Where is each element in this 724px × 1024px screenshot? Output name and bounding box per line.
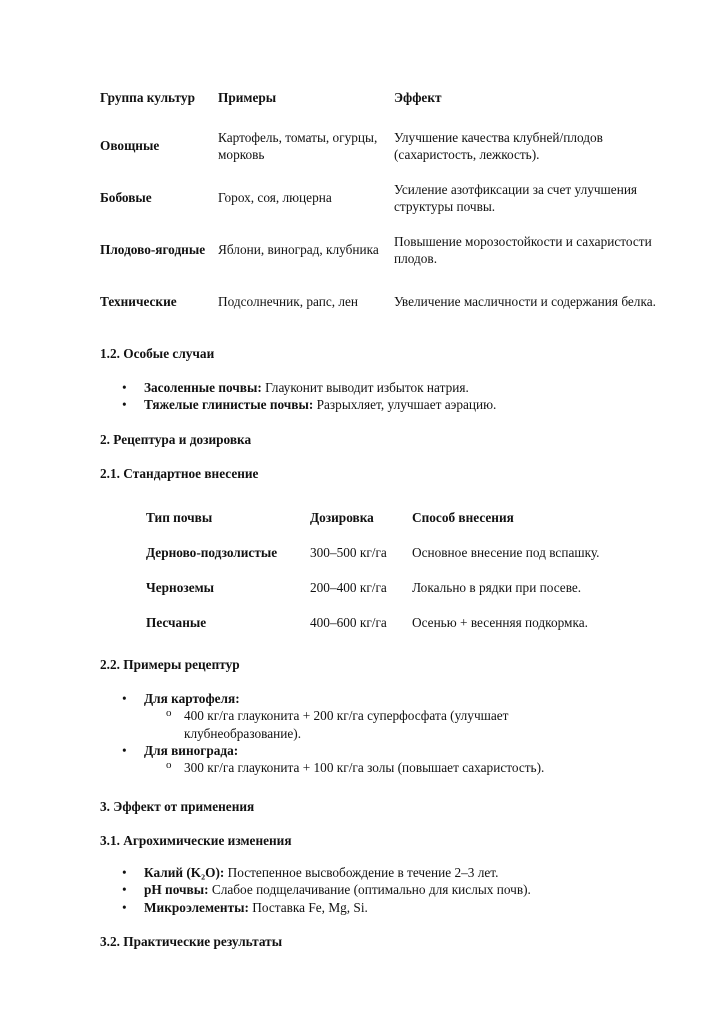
sub-list-item-text: 300 кг/га глауконита + 100 кг/га золы (повышает сахаристость). bbox=[184, 760, 545, 776]
table-header-cell: Примеры bbox=[218, 90, 277, 106]
list-item bbox=[100, 690, 580, 707]
table-cell-dose: 300–500 кг/га bbox=[310, 544, 387, 560]
table-cell-group: Технические bbox=[100, 294, 177, 310]
table-row bbox=[100, 276, 660, 328]
list-item-label: Калий (K₂O): bbox=[144, 865, 225, 880]
list-item-text: Слабое подщелачивание (оптимально для кислых почв). bbox=[208, 882, 531, 898]
table-cell-effect: Повышение морозостойкости и сахаристости плодов. bbox=[394, 233, 652, 266]
table-header-cell: Способ внесения bbox=[412, 509, 514, 525]
list-item-label: pH почвы: bbox=[144, 882, 209, 898]
dosage-table bbox=[146, 500, 636, 640]
table-cell-examples: Подсолнечник, рапс, лен bbox=[218, 294, 359, 310]
section-heading: 2.2. Примеры рецептур bbox=[100, 657, 240, 672]
section-heading: 2. Рецептура и дозировка bbox=[100, 432, 252, 447]
section-heading: 3.2. Практические результаты bbox=[100, 934, 283, 949]
table-row bbox=[146, 570, 636, 605]
table-cell-examples: Картофель, томаты, огурцы, морковь bbox=[218, 129, 378, 162]
table-cell-group: Овощные bbox=[100, 138, 160, 154]
list-item bbox=[100, 864, 660, 881]
table-cell-effect: Увеличение масличности и содержания белка. bbox=[394, 294, 656, 310]
list-item-text: Глауконит выводит избыток натрия. bbox=[261, 380, 469, 395]
section-heading: 1.2. Особые случаи bbox=[100, 346, 215, 361]
table-row bbox=[146, 605, 636, 640]
section-heading: 3. Эффект от применения bbox=[100, 799, 255, 814]
table-row bbox=[100, 172, 660, 224]
table-header-cell: Тип почвы bbox=[146, 509, 213, 525]
table-cell-method: Локально в рядки при посеве. bbox=[412, 579, 582, 595]
table-cell-dose: 200–400 кг/га bbox=[310, 579, 387, 595]
list-item-label: Тяжелые глинистые почвы: bbox=[144, 397, 314, 413]
sub-list-item bbox=[100, 759, 580, 776]
table-cell-soil: Песчаные bbox=[146, 614, 207, 630]
special-cases-list bbox=[100, 379, 660, 414]
table-cell-soil: Черноземы bbox=[146, 579, 215, 595]
section-heading: 3.1. Агрохимические изменения bbox=[100, 833, 292, 848]
table-header-row bbox=[146, 500, 636, 535]
table-cell-group: Бобовые bbox=[100, 190, 152, 206]
list-item bbox=[100, 899, 660, 916]
table-cell-examples: Яблони, виноград, клубника bbox=[218, 242, 379, 258]
list-item bbox=[100, 742, 580, 759]
list-item bbox=[100, 379, 660, 396]
table-cell-effect: Усиление азотфиксации за счет улучшения структуры почвы. bbox=[394, 181, 638, 214]
table-row bbox=[100, 224, 660, 276]
table-row bbox=[146, 535, 636, 570]
table-cell-group: Плодово-ягодные bbox=[100, 242, 206, 258]
list-item-label: Для винограда: bbox=[144, 742, 239, 758]
list-item-label: Засоленные почвы: bbox=[144, 380, 262, 395]
sub-list-item-text: 400 кг/га глауконита + 200 кг/га суперфосфата (улучшает клубнеобразование). bbox=[184, 708, 509, 741]
section-heading: 2.1. Стандартное внесение bbox=[100, 466, 259, 481]
table-row bbox=[100, 120, 660, 172]
table-cell-effect: Улучшение качества клубней/плодов (сахаристость, лежкость). bbox=[394, 129, 603, 162]
list-item-label: Микроэлементы: bbox=[144, 899, 249, 915]
table-header-cell: Эффект bbox=[394, 90, 442, 106]
list-item-label: Для картофеля: bbox=[144, 691, 240, 706]
table-header-cell: Дозировка bbox=[310, 509, 374, 525]
crop-effects-table bbox=[100, 76, 660, 328]
table-cell-examples: Горох, соя, люцерна bbox=[218, 190, 332, 206]
table-cell-method: Основное внесение под вспашку. bbox=[412, 544, 600, 560]
list-item-text: Разрыхляет, улучшает аэрацию. bbox=[313, 397, 497, 413]
table-cell-method: Осенью + весенняя подкормка. bbox=[412, 614, 588, 630]
agrochemical-list bbox=[100, 864, 660, 916]
table-cell-soil: Дерново-подзолистые bbox=[146, 544, 278, 560]
table-cell-dose: 400–600 кг/га bbox=[310, 614, 387, 630]
list-item-text: Поставка Fe, Mg, Si. bbox=[248, 899, 368, 915]
recipes-list bbox=[100, 690, 580, 776]
list-item bbox=[100, 881, 660, 898]
list-item bbox=[100, 396, 660, 413]
table-header-row bbox=[100, 76, 660, 120]
sub-list-item bbox=[100, 707, 580, 742]
table-header-cell: Группа культур bbox=[100, 90, 195, 106]
list-item-text: Постепенное высвобождение в течение 2–3 лет. bbox=[224, 865, 499, 880]
